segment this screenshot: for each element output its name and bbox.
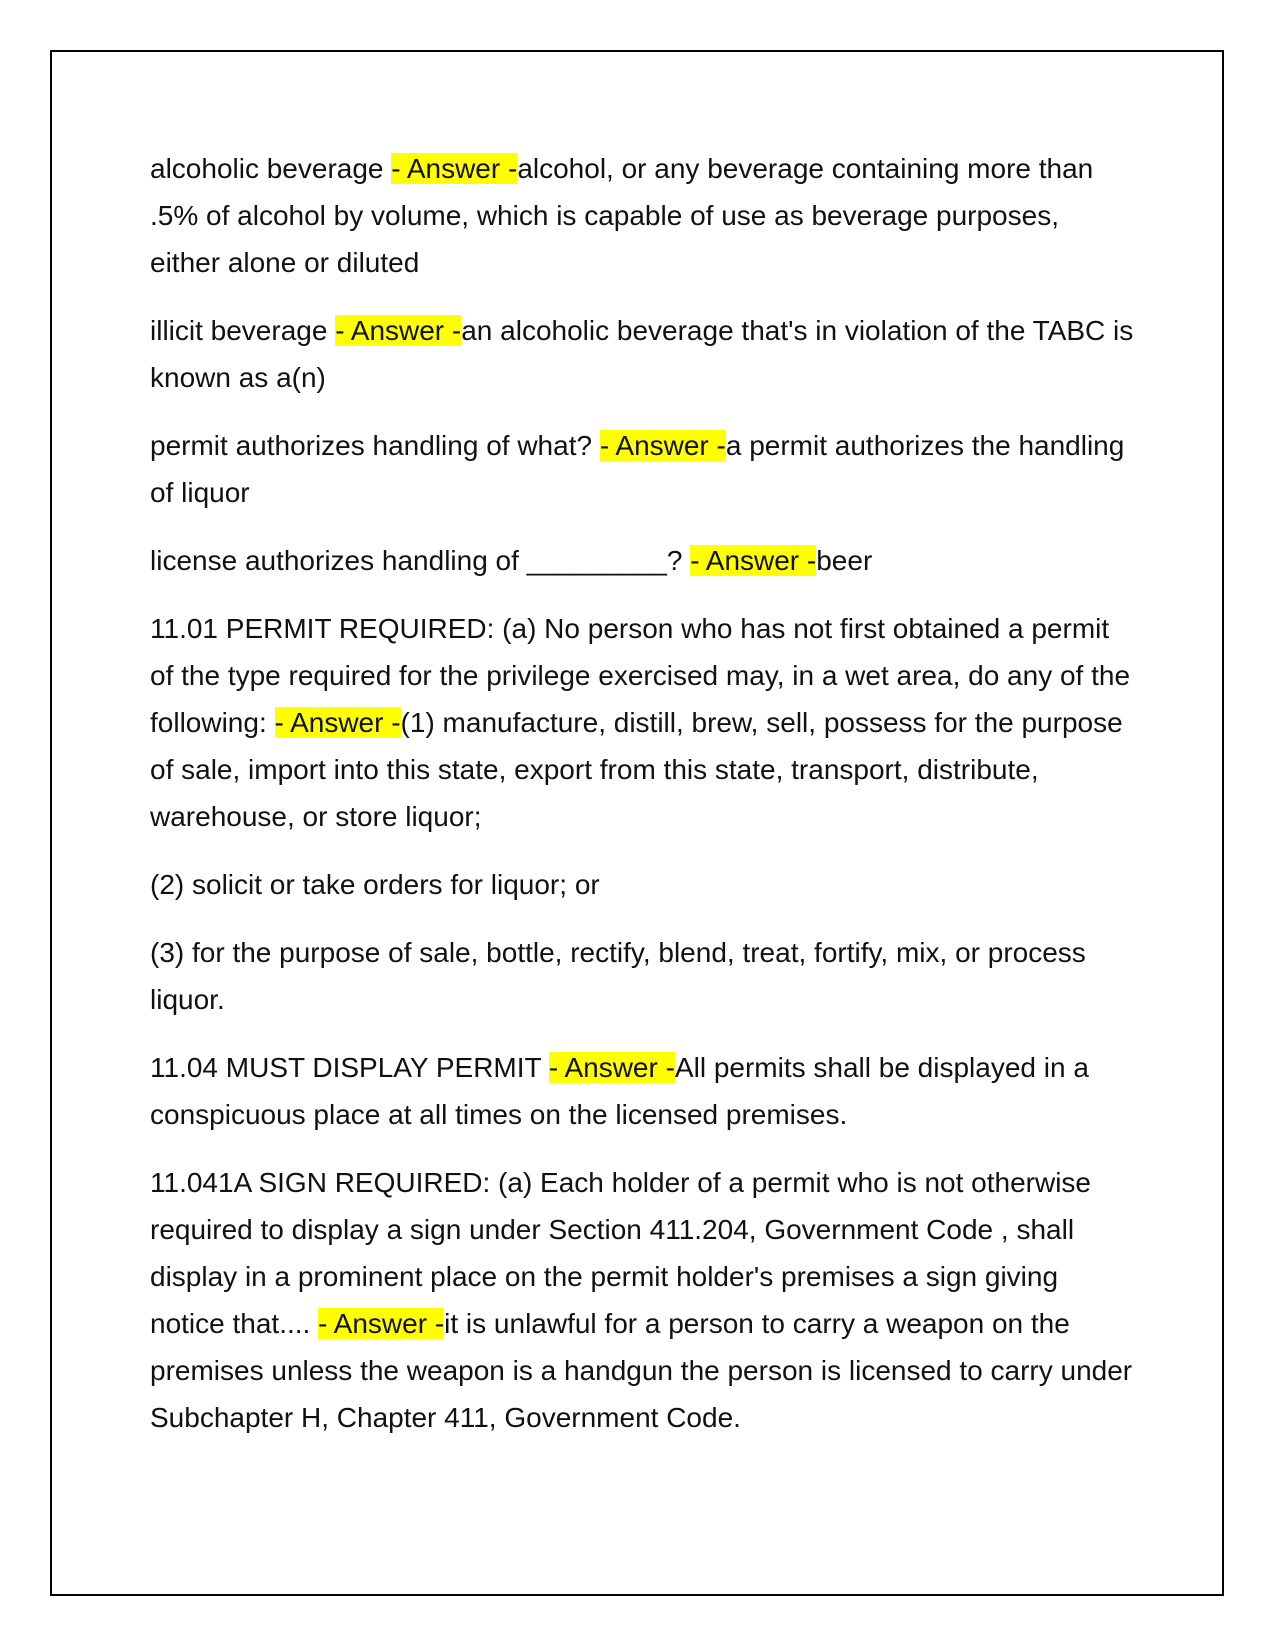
entry-illicit-beverage [150,307,1135,401]
entry-11-01-permit-required [150,605,1135,840]
answer-marker: - Answer - [599,430,726,461]
continuation-line-2 [150,861,1135,908]
question-text: illicit beverage [150,315,336,346]
entry-alcoholic-beverage [150,145,1135,286]
answer-marker: - Answer - [391,153,518,184]
answer-text: alcohol, or any beverage containing more than .5% of alcohol by volume, which is capable of use as beverage purposes, either alone or diluted [150,153,1094,278]
answer-text: an alcoholic beverage that's in violation of the TABC is known as a(n) [150,315,1134,393]
entry-license-authorizes [150,537,1135,584]
continuation-text: (2) solicit or take orders for liquor; or [150,869,600,900]
continuation-text: (3) for the purpose of sale, bottle, rectify, blend, treat, fortify, mix, or process liquor. [150,937,1086,1015]
question-text: 11.041A SIGN REQUIRED: (a) Each holder of a permit who is not otherwise required to display a sign under Section 411.204, Government Code , shall display in a prominent place on the permit holder's premises a sign giving notice that.... [150,1167,1092,1339]
answer-text: a permit authorizes the handling of liquor [150,430,1125,508]
question-text: permit authorizes handling of what? [150,430,600,461]
question-text: alcoholic beverage [150,153,392,184]
answer-marker: - Answer - [548,1052,675,1083]
answer-marker: - Answer - [318,1308,445,1339]
entry-permit-authorizes [150,422,1135,516]
answer-marker: - Answer - [274,707,401,738]
question-text: 11.01 PERMIT REQUIRED: (a) No person who has not first obtained a permit of the type required for the privilege exercised may, in a wet area, do any of the following: [150,613,1131,738]
continuation-line-3 [150,929,1135,1023]
answer-marker: - Answer - [690,545,817,576]
entry-11-041a-sign-required [150,1159,1135,1441]
answer-text: (1) manufacture, distill, brew, sell, possess for the purpose of sale, import into this state, export from this state, transport, distribute, warehouse, or store liquor; [150,707,1123,832]
answer-text: it is unlawful for a person to carry a weapon on the premises unless the weapon is a handgun the person is licensed to carry under Subchapter H, Chapter 411, Government Code. [150,1308,1133,1433]
document-body [150,145,1135,1462]
entry-11-04-display-permit [150,1044,1135,1138]
question-text: 11.04 MUST DISPLAY PERMIT [150,1052,549,1083]
answer-marker: - Answer - [335,315,462,346]
question-text: license authorizes handling of _________? [150,545,691,576]
answer-text: beer [816,545,873,576]
answer-text: All permits shall be displayed in a conspicuous place at all times on the licensed premises. [150,1052,1089,1130]
